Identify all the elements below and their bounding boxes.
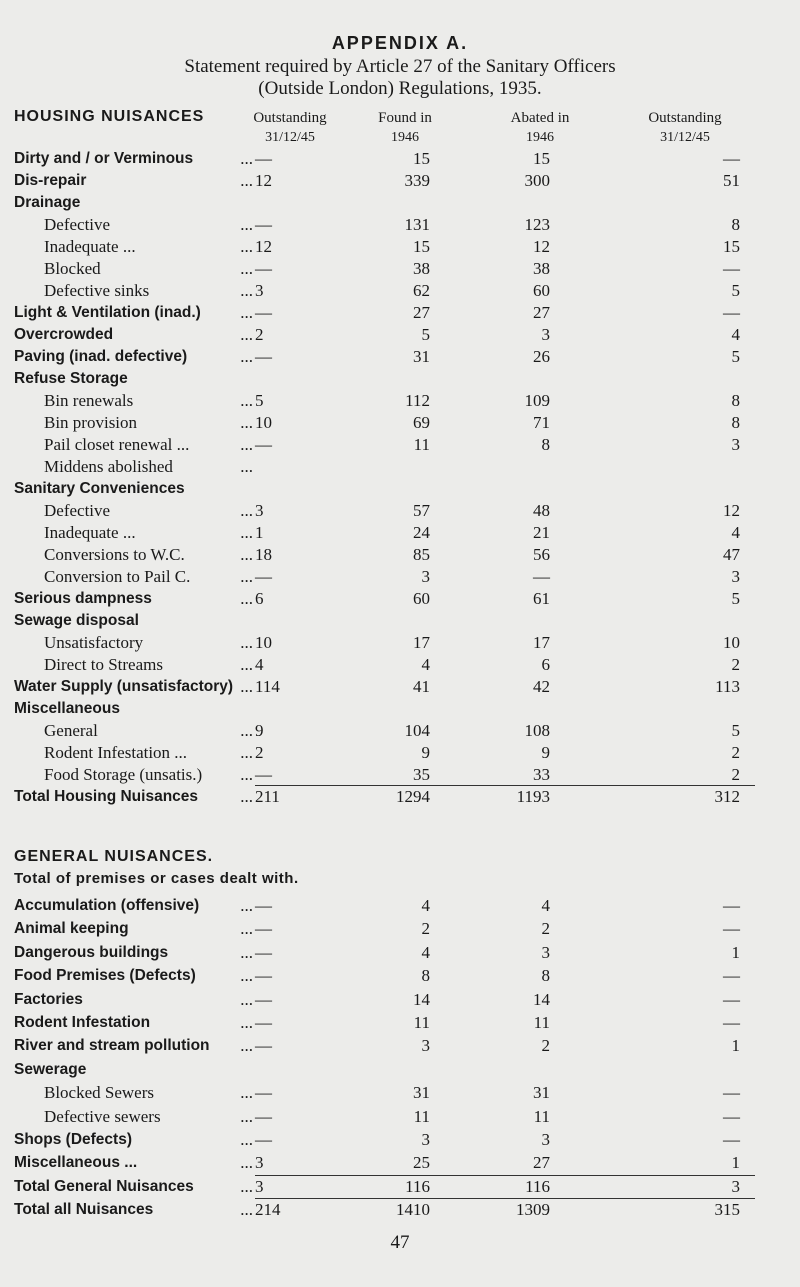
- cell-c4: 8: [731, 215, 740, 234]
- cell-c3: 48: [533, 501, 550, 520]
- cell-c4: 1: [731, 942, 740, 962]
- cell-c1: —: [255, 435, 272, 454]
- row-label: Overcrowded: [14, 326, 114, 343]
- col-subheader-found: 1946: [391, 130, 419, 145]
- cell-c1: 4: [255, 655, 264, 674]
- cell-c4: 4: [731, 523, 740, 542]
- row-label: Blocked Sewers: [44, 1083, 155, 1103]
- table-row: [0, 236, 800, 258]
- cell-c4: —: [723, 303, 740, 322]
- cell-c4: 113: [715, 677, 740, 696]
- cell-c3: 8: [541, 435, 550, 454]
- table-row: [0, 500, 800, 522]
- leader-dots: ...: [240, 1200, 253, 1220]
- row-label: Paving (inad. defective): [14, 348, 188, 365]
- leader-dots: ...: [240, 215, 253, 234]
- leader-dots: ...: [240, 1153, 253, 1173]
- statement-line-1: Statement required by Article 27 of the Sanitary Officers: [184, 56, 616, 77]
- cell-c3: 123: [524, 215, 550, 234]
- cell-c1: —: [255, 919, 272, 939]
- cell-c1: —: [255, 765, 272, 784]
- row-label: Sewage disposal: [14, 612, 139, 629]
- cell-c4: —: [723, 966, 740, 986]
- cell-c3: 1309: [516, 1200, 550, 1220]
- col-subheader-abated: 1946: [526, 130, 554, 145]
- cell-c2: 1410: [396, 1200, 430, 1220]
- cell-c2: 4: [421, 942, 430, 962]
- cell-c3: 12: [533, 237, 550, 256]
- leader-dots: ...: [240, 347, 253, 366]
- cell-c4: —: [723, 259, 740, 278]
- table-row: [0, 632, 800, 654]
- leader-dots: ...: [240, 435, 253, 454]
- cell-c3: 60: [533, 281, 550, 300]
- row-label: Shops (Defects): [14, 1131, 132, 1148]
- cell-c1: 211: [255, 787, 280, 806]
- leader-dots: ...: [240, 545, 253, 564]
- cell-c4: 3: [731, 567, 740, 586]
- cell-c3: 38: [533, 259, 550, 278]
- row-label: Dirty and / or Verminous: [14, 150, 194, 167]
- cell-c4: 5: [731, 721, 740, 740]
- cell-c1: 5: [255, 391, 264, 410]
- cell-c4: 3: [731, 1176, 740, 1196]
- cell-c3: 4: [541, 896, 550, 915]
- cell-c2: 8: [421, 966, 430, 986]
- table-row: [0, 258, 800, 280]
- cell-c2: 25: [413, 1153, 430, 1173]
- cell-c4: —: [723, 919, 740, 939]
- statement-line-2: (Outside London) Regulations, 1935.: [258, 78, 542, 99]
- general-section-title: GENERAL NUISANCES.: [14, 848, 214, 865]
- cell-c1: —: [255, 149, 272, 168]
- row-label: Sanitary Conveniences: [14, 480, 185, 497]
- table-row: [0, 346, 800, 368]
- col-subheader-outstanding-end: 31/12/45: [660, 130, 710, 145]
- table-row: [0, 1129, 800, 1151]
- cell-c2: 41: [413, 677, 430, 696]
- cell-c4: 15: [723, 237, 740, 256]
- cell-c3: 33: [533, 765, 550, 784]
- cell-c3: 108: [524, 721, 550, 740]
- cell-c4: 8: [731, 413, 740, 432]
- row-label: Food Storage (unsatis.): [44, 765, 203, 784]
- table-row: [0, 588, 800, 610]
- cell-c1: 9: [255, 721, 264, 740]
- cell-c1: —: [255, 1083, 272, 1103]
- row-label: Animal keeping: [14, 920, 129, 938]
- row-label: Dangerous buildings: [14, 943, 169, 961]
- cell-c2: 38: [413, 259, 430, 278]
- table-row: [0, 1152, 800, 1174]
- cell-c2: 62: [413, 281, 430, 300]
- cell-c2: 1294: [396, 787, 430, 806]
- leader-dots: ...: [240, 1106, 253, 1126]
- table-row: [0, 522, 800, 544]
- leader-dots: ...: [240, 567, 253, 586]
- cell-c3: 42: [533, 677, 550, 696]
- row-label: Refuse Storage: [14, 370, 128, 387]
- col-subheader-outstanding-start: 31/12/45: [265, 130, 315, 145]
- leader-dots: ...: [240, 655, 253, 674]
- cell-c3: 8: [541, 966, 550, 986]
- cell-c2: 104: [404, 721, 430, 740]
- row-label: Blocked: [44, 259, 101, 278]
- cell-c1: —: [255, 567, 272, 586]
- row-label: Unsatisfactory: [44, 633, 144, 652]
- leader-dots: ...: [240, 966, 253, 986]
- page-number: 47: [390, 1232, 410, 1253]
- table-row: [0, 390, 800, 412]
- cell-c2: 27: [413, 303, 430, 322]
- cell-c1: 3: [255, 1176, 264, 1196]
- cell-c2: 3: [421, 1130, 430, 1149]
- cell-c1: —: [255, 1036, 272, 1056]
- col-header-outstanding-end: Outstanding: [648, 110, 722, 126]
- cell-c2: 116: [405, 1176, 430, 1196]
- table-row: [0, 412, 800, 434]
- row-label: Defective sinks: [44, 281, 150, 300]
- cell-c4: 1: [731, 1036, 740, 1056]
- leader-dots: ...: [240, 149, 253, 168]
- cell-c2: 85: [413, 545, 430, 564]
- total-row: [0, 1176, 800, 1198]
- cell-c1: —: [255, 942, 272, 962]
- cell-c4: 5: [731, 589, 740, 608]
- cell-c1: 10: [255, 413, 272, 432]
- cell-c3: 116: [525, 1176, 550, 1196]
- table-row: [0, 965, 800, 987]
- cell-c1: 10: [255, 633, 272, 652]
- table-row: [0, 368, 800, 390]
- row-label: Defective sewers: [44, 1106, 161, 1126]
- col-header-outstanding-start: Outstanding: [253, 110, 327, 126]
- cell-c4: 312: [714, 787, 740, 806]
- table-row: [0, 1082, 800, 1104]
- cell-c3: 56: [533, 545, 550, 564]
- cell-c3: 9: [541, 743, 550, 762]
- leader-dots: ...: [240, 1130, 253, 1149]
- leader-dots: ...: [240, 325, 253, 344]
- cell-c1: —: [255, 989, 272, 1009]
- cell-c3: 26: [533, 347, 550, 366]
- cell-c1: —: [255, 1130, 272, 1149]
- cell-c1: 2: [255, 325, 264, 344]
- table-row: [0, 456, 800, 478]
- leader-dots: ...: [240, 457, 253, 476]
- table-row: [0, 1059, 800, 1081]
- leader-dots: ...: [240, 259, 253, 278]
- table-row: [0, 1106, 800, 1128]
- cell-c2: 4: [421, 655, 430, 674]
- general-section-subtitle: Total of premises or cases dealt with.: [14, 870, 299, 887]
- cell-c2: 31: [413, 1083, 430, 1103]
- leader-dots: ...: [240, 787, 253, 806]
- leader-dots: ...: [240, 989, 253, 1009]
- row-label: Total Housing Nuisances: [14, 788, 199, 805]
- table-row: [0, 280, 800, 302]
- cell-c4: 5: [731, 281, 740, 300]
- table-row: [0, 324, 800, 346]
- leader-dots: ...: [240, 919, 253, 939]
- cell-c2: 14: [413, 989, 430, 1009]
- row-label: Factories: [14, 990, 83, 1008]
- table-row: [0, 170, 800, 192]
- leader-dots: ...: [240, 501, 253, 520]
- cell-c3: 61: [533, 589, 550, 608]
- row-label: Inadequate ...: [44, 523, 136, 542]
- cell-c2: 31: [413, 347, 430, 366]
- cell-c4: 1: [731, 1153, 740, 1173]
- cell-c4: 4: [731, 325, 740, 344]
- row-label: Middens abolished: [44, 457, 173, 476]
- leader-dots: ...: [240, 171, 253, 190]
- cell-c1: 1: [255, 523, 264, 542]
- leader-dots: ...: [240, 1083, 253, 1103]
- row-label: Dis-repair: [14, 172, 87, 189]
- cell-c3: —: [533, 567, 550, 586]
- cell-c2: 15: [413, 149, 430, 168]
- cell-c2: 69: [413, 413, 430, 432]
- cell-c4: 10: [723, 633, 740, 652]
- cell-c3: 1193: [516, 787, 550, 806]
- table-row: [0, 742, 800, 764]
- cell-c1: 12: [255, 237, 272, 256]
- row-label: Water Supply (unsatisfactory): [14, 678, 234, 695]
- table-row: [0, 698, 800, 720]
- row-label: Defective: [44, 215, 111, 234]
- cell-c3: 109: [524, 391, 550, 410]
- leader-dots: ...: [240, 281, 253, 300]
- cell-c3: 2: [541, 919, 550, 939]
- table-row: [0, 566, 800, 588]
- row-label: Inadequate ...: [44, 237, 136, 256]
- cell-c4: —: [723, 896, 740, 915]
- cell-c1: 3: [255, 281, 264, 300]
- cell-c3: 71: [533, 413, 550, 432]
- col-header-abated: Abated in: [510, 110, 570, 126]
- cell-c4: 12: [723, 501, 740, 520]
- cell-c4: —: [723, 1130, 740, 1149]
- row-label: Defective: [44, 501, 111, 520]
- cell-c2: 60: [413, 589, 430, 608]
- table-row: [0, 764, 800, 786]
- leader-dots: ...: [240, 765, 253, 784]
- row-label: River and stream pollution: [14, 1037, 210, 1055]
- cell-c2: 11: [413, 435, 430, 454]
- table-row: [0, 148, 800, 170]
- cell-c4: —: [723, 1013, 740, 1032]
- leader-dots: ...: [240, 896, 253, 915]
- row-label: Sewerage: [14, 1060, 87, 1078]
- cell-c4: —: [723, 149, 740, 168]
- table-row: [0, 544, 800, 566]
- cell-c2: 57: [413, 501, 430, 520]
- row-label: Rodent Infestation ...: [44, 743, 188, 762]
- row-label: Drainage: [14, 194, 81, 211]
- row-label: Serious dampness: [14, 590, 152, 607]
- cell-c2: 35: [413, 765, 430, 784]
- cell-c1: 214: [255, 1200, 281, 1220]
- table-row: [0, 478, 800, 500]
- cell-c2: 112: [405, 391, 430, 410]
- col-header-found: Found in: [378, 110, 432, 126]
- total-row: [0, 1199, 800, 1221]
- table-row: [0, 302, 800, 324]
- table-row: [0, 610, 800, 632]
- cell-c3: 3: [541, 1130, 550, 1149]
- cell-c2: 3: [421, 1036, 430, 1056]
- table-row: [0, 1035, 800, 1057]
- row-label: Rodent Infestation: [14, 1014, 151, 1031]
- leader-dots: ...: [240, 391, 253, 410]
- cell-c2: 11: [413, 1106, 430, 1126]
- cell-c1: —: [255, 966, 272, 986]
- cell-c4: 3: [731, 435, 740, 454]
- cell-c1: —: [255, 215, 272, 234]
- cell-c1: —: [255, 1013, 272, 1032]
- cell-c2: 4: [421, 896, 430, 915]
- cell-c3: 300: [524, 171, 550, 190]
- cell-c1: —: [255, 896, 272, 915]
- cell-c4: 315: [714, 1200, 740, 1220]
- leader-dots: ...: [240, 1036, 253, 1056]
- cell-c4: 47: [723, 545, 740, 564]
- cell-c3: 3: [541, 942, 550, 962]
- cell-c2: 17: [413, 633, 430, 652]
- cell-c1: —: [255, 347, 272, 366]
- leader-dots: ...: [240, 942, 253, 962]
- row-label: Total General Nuisances: [14, 1177, 194, 1195]
- cell-c3: 17: [533, 633, 550, 652]
- cell-c2: 131: [404, 215, 430, 234]
- table-row: [0, 989, 800, 1011]
- cell-c3: 2: [541, 1036, 550, 1056]
- table-row: [0, 434, 800, 456]
- leader-dots: ...: [240, 1176, 253, 1196]
- cell-c2: 2: [421, 919, 430, 939]
- cell-c1: 114: [255, 677, 280, 696]
- row-label: Conversions to W.C.: [44, 545, 185, 564]
- row-label: Light & Ventilation (inad.): [14, 304, 201, 321]
- table-row: [0, 676, 800, 698]
- row-label: Bin renewals: [44, 391, 134, 410]
- total-row: [0, 786, 800, 808]
- cell-c4: 5: [731, 347, 740, 366]
- cell-c1: 12: [255, 171, 272, 190]
- table-row: [0, 1012, 800, 1034]
- cell-c4: 2: [731, 765, 740, 784]
- cell-c2: 9: [421, 743, 430, 762]
- cell-c3: 21: [533, 523, 550, 542]
- table-row: [0, 942, 800, 964]
- table-row: [0, 654, 800, 676]
- table-row: [0, 192, 800, 214]
- cell-c3: 15: [533, 149, 550, 168]
- leader-dots: ...: [240, 633, 253, 652]
- cell-c1: 3: [255, 1153, 264, 1173]
- row-label: Conversion to Pail C.: [44, 567, 191, 586]
- row-label: Miscellaneous ...: [14, 1154, 138, 1172]
- leader-dots: ...: [240, 589, 253, 608]
- cell-c3: 6: [541, 655, 550, 674]
- cell-c4: —: [723, 1083, 740, 1103]
- cell-c2: 3: [421, 567, 430, 586]
- cell-c3: 31: [533, 1083, 550, 1103]
- leader-dots: ...: [240, 303, 253, 322]
- leader-dots: ...: [240, 721, 253, 740]
- cell-c4: 8: [731, 391, 740, 410]
- leader-dots: ...: [240, 413, 253, 432]
- table-row: [0, 895, 800, 917]
- cell-c4: —: [723, 1106, 740, 1126]
- cell-c4: 2: [731, 655, 740, 674]
- appendix-title: APPENDIX A.: [331, 33, 469, 53]
- table-row: [0, 214, 800, 236]
- cell-c3: 27: [533, 1153, 550, 1173]
- row-label: Total all Nuisances: [14, 1201, 154, 1219]
- cell-c4: 2: [731, 743, 740, 762]
- cell-c2: 5: [421, 325, 430, 344]
- cell-c4: 51: [723, 171, 740, 190]
- cell-c3: 3: [541, 325, 550, 344]
- row-label: Accumulation (offensive): [14, 897, 200, 914]
- row-label: Direct to Streams: [44, 655, 163, 674]
- cell-c1: 6: [255, 589, 264, 608]
- cell-c2: 11: [413, 1013, 430, 1032]
- row-label: Bin provision: [44, 413, 138, 432]
- table-row: [0, 720, 800, 742]
- housing-section-title: HOUSING NUISANCES: [14, 108, 205, 125]
- cell-c1: 18: [255, 545, 272, 564]
- cell-c3: 11: [533, 1013, 550, 1032]
- cell-c1: 2: [255, 743, 264, 762]
- leader-dots: ...: [240, 677, 253, 696]
- cell-c3: 27: [533, 303, 550, 322]
- cell-c2: 15: [413, 237, 430, 256]
- cell-c1: 3: [255, 501, 264, 520]
- table-row: [0, 918, 800, 940]
- cell-c3: 11: [533, 1106, 550, 1126]
- leader-dots: ...: [240, 743, 253, 762]
- row-label: Miscellaneous: [14, 700, 120, 717]
- cell-c2: 24: [413, 523, 430, 542]
- leader-dots: ...: [240, 523, 253, 542]
- cell-c3: 14: [533, 989, 550, 1009]
- cell-c4: —: [723, 989, 740, 1009]
- leader-dots: ...: [240, 237, 253, 256]
- cell-c2: 339: [404, 171, 430, 190]
- row-label: General: [44, 721, 98, 740]
- cell-c1: —: [255, 303, 272, 322]
- cell-c1: —: [255, 1106, 272, 1126]
- row-label: Food Premises (Defects): [14, 967, 196, 985]
- leader-dots: ...: [240, 1013, 253, 1032]
- row-label: Pail closet renewal ...: [44, 435, 190, 454]
- cell-c1: —: [255, 259, 272, 278]
